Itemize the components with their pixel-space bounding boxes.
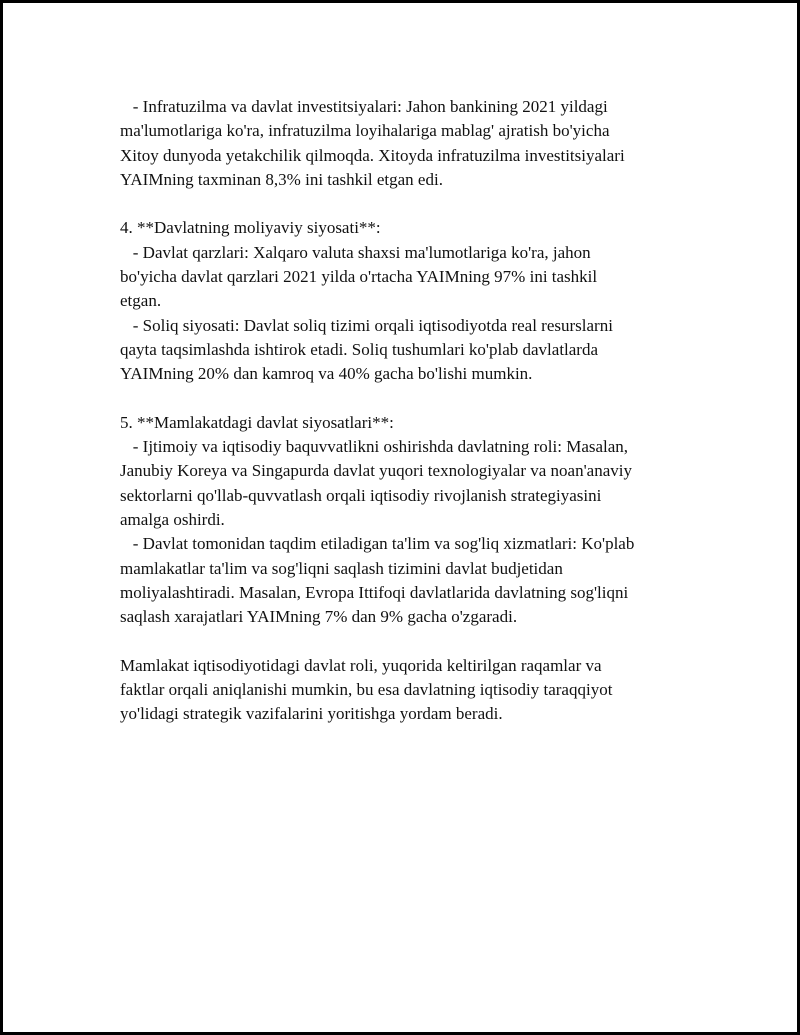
text-line: - Davlat qarzlari: Xalqaro valuta shaxsi ma'lumotlariga ko'ra, jahon [120,242,591,262]
text-line: Mamlakat iqtisodiyotidagi davlat roli, yuqorida keltirilgan raqamlar va [120,655,602,675]
document-body [120,95,700,727]
text-line: ma'lumotlariga ko'ra, infratuzilma loyihalariga mablag' ajratish bo'yicha [120,121,610,141]
text-line: - Soliq siyosati: Davlat soliq tizimi orqali iqtisodiyotda real resurslarni [120,315,613,335]
text-line: saqlash xarajatlari YAIMning 7% dan 9% gacha o'zgaradi. [120,607,518,627]
text-line: mamlakatlar ta'lim va sog'liqni saqlash tizimini davlat budjetidan [120,558,563,578]
section-4 [120,216,700,386]
paragraph-gap [120,630,700,654]
text-line: amalga oshirdi. [120,510,225,530]
text-line: sektorlarni qo'llab-quvvatlash orqali iqtisodiy rivojlanish strategiyasini [120,485,602,505]
paragraph-infrastructure [120,95,700,192]
text-line: bo'yicha davlat qarzlari 2021 yilda o'rtacha YAIMning 97% ini tashkil [120,267,598,287]
text-line: Xitoy dunyoda yetakchilik qilmoqda. Xitoyda infratuzilma investitsiyalari [120,145,625,165]
text-line: faktlar orqali aniqlanishi mumkin, bu esa davlatning iqtisodiy taraqqiyot [120,680,613,700]
text-line: YAIMning taxminan 8,3% ini tashkil etgan edi. [120,169,443,189]
text-line: - Ijtimoiy va iqtisodiy baquvvatlikni oshirishda davlatning roli: Masalan, [120,437,629,457]
section-5 [120,411,700,630]
section-heading: 4. **Davlatning moliyaviy siyosati**: [120,218,381,238]
text-line: moliyalashtiradi. Masalan, Evropa Ittifoqi davlatlarida davlatning sog'liqni [120,582,629,602]
paragraph-gap [120,192,700,216]
section-heading: 5. **Mamlakatdagi davlat siyosatlari**: [120,412,394,432]
text-line: YAIMning 20% dan kamroq va 40% gacha bo'lishi mumkin. [120,364,533,384]
text-line: qayta taqsimlashda ishtirok etadi. Soliq tushumlari ko'plab davlatlarda [120,339,599,359]
text-line: yo'lidagi strategik vazifalarini yoritishga yordam beradi. [120,704,503,724]
text-line: - Infratuzilma va davlat investitsiyalari: Jahon bankining 2021 yildagi [120,97,608,116]
text-line: etgan. [120,291,162,311]
paragraph-gap [120,387,700,411]
text-line: - Davlat tomonidan taqdim etiladigan ta'lim va sog'liq xizmatlari: Ko'plab [120,534,635,554]
conclusion-paragraph [120,654,700,727]
text-line: Janubiy Koreya va Singapurda davlat yuqori texnologiyalar va noan'anaviy [120,461,632,481]
